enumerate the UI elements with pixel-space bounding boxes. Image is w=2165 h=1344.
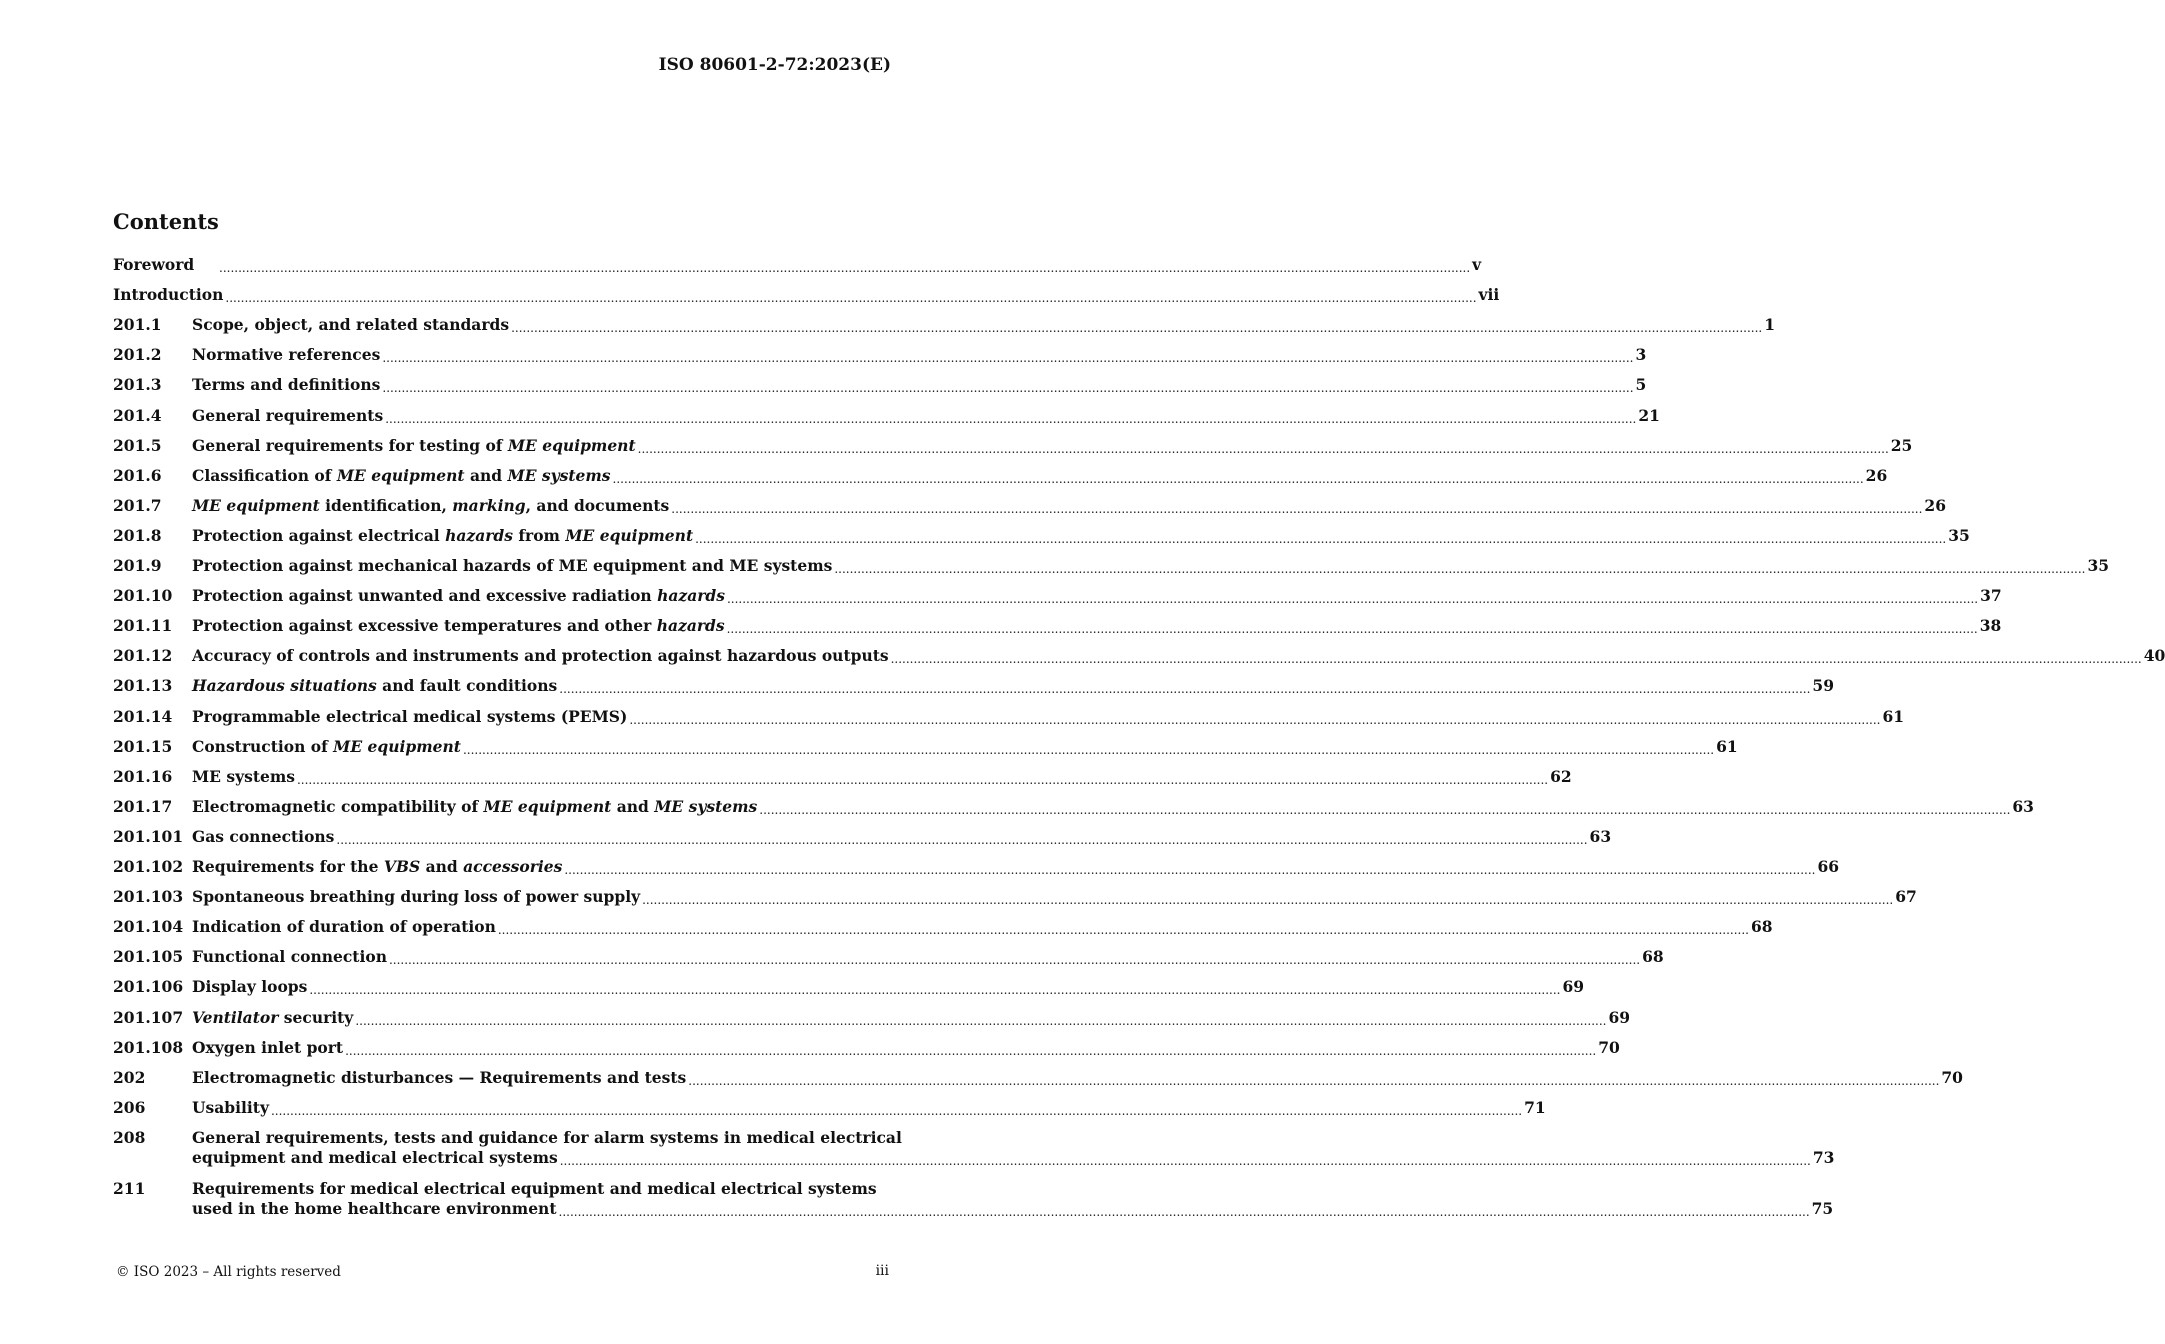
dot-leader	[225, 291, 1476, 305]
defined-term: ME equipment	[565, 525, 694, 545]
toc-entry-page: 25	[1890, 435, 1913, 455]
defined-term: hazards	[656, 616, 725, 636]
toc-entry-page: 71	[1524, 1097, 1546, 1117]
defined-term: ME equipment	[507, 435, 636, 455]
dot-leader	[355, 1014, 1606, 1028]
title-text: Usability	[192, 1097, 269, 1117]
dot-leader	[219, 261, 1470, 275]
dot-leader	[642, 893, 1893, 907]
toc-entry-page: 75	[1811, 1199, 1834, 1218]
toc-entry-number: 201.8	[113, 525, 162, 545]
title-text: General requirements for testing of	[192, 435, 508, 455]
toc-entry-page: 68	[1751, 917, 1773, 937]
toc-entry-number: 211	[113, 1179, 146, 1198]
toc-entry[interactable]	[113, 405, 1660, 426]
dot-leader	[671, 502, 1922, 516]
toc-entry-page: 68	[1642, 947, 1664, 967]
title-text: and	[464, 465, 508, 485]
dot-leader	[891, 652, 2142, 666]
defined-term: ME equipment	[336, 465, 465, 485]
title-text: Protection against unwanted and excessive radiation	[192, 586, 658, 606]
toc-entry[interactable]	[113, 1037, 1620, 1058]
toc-entry-number: 201.101	[113, 826, 184, 846]
toc-entry[interactable]	[113, 977, 1585, 997]
title-text: Accuracy of controls and instruments and protection against hazardous outputs	[192, 646, 889, 666]
toc-entry-title	[192, 526, 693, 546]
dot-leader	[498, 923, 1749, 937]
toc-entry-number: 201.4	[113, 405, 162, 425]
dot-leader	[511, 321, 1762, 335]
toc-entry-title	[192, 857, 562, 877]
title-text: equipment and medical electrical systems	[192, 1147, 558, 1167]
toc-entry-number: 201.13	[113, 676, 173, 696]
toc-entry-title	[192, 1038, 343, 1058]
dot-leader	[382, 381, 1633, 395]
toc-entry[interactable]	[113, 917, 1773, 937]
title-text: security	[278, 1007, 354, 1027]
toc-entry-title	[192, 797, 757, 817]
dot-leader	[271, 1104, 1522, 1118]
toc-entry-page: 3	[1635, 345, 1647, 365]
dot-leader	[297, 773, 1548, 787]
toc-entry-number: 201.12	[113, 646, 173, 666]
defined-term: ME equipment	[333, 736, 461, 756]
dot-leader	[345, 1044, 1596, 1058]
toc-entry-title	[192, 556, 832, 576]
defined-term: hazards	[657, 586, 725, 606]
toc-entry[interactable]	[113, 345, 1647, 365]
title-text: Indication of duration of operation	[192, 917, 496, 937]
toc-entry[interactable]	[113, 465, 1888, 486]
title-text: and fault conditions	[376, 676, 558, 696]
defined-term: Hazardous situations	[192, 676, 377, 696]
toc-entry-page: 69	[1608, 1007, 1631, 1027]
toc-entry[interactable]	[113, 1127, 1835, 1168]
defined-term: ME systems	[507, 465, 611, 485]
dot-leader	[559, 1205, 1810, 1219]
defined-term: VBS	[383, 857, 421, 876]
toc-entry[interactable]	[113, 1097, 1546, 1118]
dot-leader	[695, 532, 1946, 546]
toc-entry-page: 61	[1716, 736, 1738, 756]
dot-leader	[560, 1154, 1811, 1168]
dot-leader	[613, 472, 1864, 486]
title-text: Oxygen inlet port	[192, 1037, 344, 1057]
toc-entry-page: 1	[1764, 315, 1776, 335]
title-text: identification,	[319, 495, 453, 515]
defined-term: accessories	[463, 857, 563, 876]
toc-entry-title	[192, 406, 383, 426]
toc-entry-number: 201.2	[113, 345, 162, 365]
toc-entry-page: 38	[1979, 616, 2002, 636]
toc-entry-page: 37	[1980, 586, 2002, 606]
defined-term: Ventilator	[192, 1007, 279, 1027]
toc-entry-number: 201.102	[113, 857, 184, 876]
toc-entry-number: 201.6	[113, 465, 162, 485]
defined-term: ME equipment	[483, 796, 612, 816]
toc-entry-number: 201.105	[113, 947, 184, 967]
toc-entry-page: 26	[1924, 495, 1946, 515]
title-text: Normative references	[192, 345, 381, 365]
toc-entry-number: 201.106	[113, 977, 184, 997]
toc-entry-title	[192, 737, 461, 757]
toc-entry-title	[192, 887, 640, 907]
dot-leader	[688, 1074, 1939, 1088]
title-text: Functional connection	[192, 947, 387, 967]
toc-entry-title	[192, 917, 496, 937]
defined-term: ME equipment	[192, 495, 320, 515]
toc-entry-number: 202	[113, 1067, 146, 1087]
dot-leader	[336, 833, 1587, 847]
toc-entry-title	[192, 977, 307, 997]
toc-entry-number: 201.5	[113, 435, 162, 455]
toc-entry-number: 201.17	[113, 796, 173, 816]
toc-entry[interactable]	[113, 1007, 1631, 1028]
toc-entry-page: vii	[1478, 285, 1500, 305]
toc-entry-title	[192, 767, 295, 787]
toc-entry-number: 201.108	[113, 1037, 184, 1057]
toc-entry-page: 70	[1941, 1067, 1963, 1087]
toc-entry[interactable]	[113, 1179, 1834, 1219]
toc-entry-number: 201.10	[113, 586, 173, 606]
toc-entry-title	[192, 345, 380, 365]
toc-entry-number: 201.1	[113, 315, 162, 335]
toc-entry-page: 73	[1812, 1147, 1835, 1167]
toc-entry-title	[192, 676, 557, 696]
toc-entry-page: 61	[1882, 706, 1905, 726]
title-text: Construction of	[192, 736, 334, 756]
toc-entry-number: 201.103	[113, 887, 184, 907]
toc-entry[interactable]	[113, 857, 1840, 877]
toc-entry[interactable]	[113, 495, 1946, 516]
toc-entry-title	[192, 1199, 557, 1219]
toc-entry-number: 206	[113, 1097, 146, 1117]
toc-entry-number: 201.104	[113, 917, 184, 937]
toc-entry-page: 21	[1638, 405, 1660, 425]
toc-entry-number: 201.14	[113, 706, 173, 726]
toc-entry[interactable]	[113, 616, 2002, 636]
title-text: Scope, object, and related standards	[192, 315, 510, 335]
title-text: Spontaneous breathing during loss of power supply	[192, 887, 641, 907]
toc-entry-number: 201.15	[113, 736, 173, 756]
copyright-notice: © ISO 2023 – All rights reserved	[116, 1264, 341, 1280]
toc-entry-number: Introduction	[113, 285, 224, 305]
contents-heading: Contents	[113, 209, 219, 234]
defined-term: ME systems	[654, 796, 758, 816]
toc-entry-number: 201.3	[113, 375, 162, 395]
toc-entry[interactable]	[113, 826, 1612, 847]
toc-entry-page: 26	[1865, 465, 1888, 485]
title-text: Classification of	[192, 465, 337, 485]
dot-leader	[759, 803, 2010, 817]
toc-entry-page: 59	[1812, 676, 1834, 696]
toc-entry-page: 66	[1817, 857, 1840, 876]
toc-entry-page: 35	[2087, 556, 2110, 575]
dot-leader	[463, 743, 1714, 757]
toc-entry-number: 201.9	[113, 556, 162, 575]
dot-leader	[385, 412, 1636, 426]
toc-entry[interactable]	[113, 706, 1905, 727]
toc-entry-number: Foreword	[113, 255, 195, 274]
toc-entry-page: 67	[1895, 887, 1917, 907]
toc-entry-title	[192, 315, 509, 335]
toc-entry-title	[192, 1068, 686, 1088]
toc-entry-title	[192, 947, 387, 967]
page-number: iii	[875, 1263, 889, 1279]
toc-entry[interactable]	[113, 285, 1500, 305]
toc-entry-title	[192, 466, 611, 486]
toc-entry-page: 62	[1550, 766, 1572, 786]
toc-entry-number: 208	[113, 1127, 146, 1147]
toc-entry-title	[192, 375, 380, 395]
title-text: Electromagnetic disturbances — Requirements and tests	[192, 1067, 687, 1087]
defined-term: marking	[452, 495, 526, 515]
title-text: , and documents	[525, 495, 670, 515]
toc-entry[interactable]	[113, 525, 1970, 546]
toc-entry-title	[192, 827, 334, 847]
title-text: Protection against excessive temperatures and other	[192, 616, 657, 636]
toc-entry-page: 40	[2143, 646, 2165, 666]
toc-entry[interactable]	[113, 315, 1776, 335]
title-text: Display loops	[192, 977, 308, 997]
toc-entry-page: 69	[1562, 977, 1585, 997]
toc-entry[interactable]	[113, 255, 1482, 275]
toc-entry-title	[192, 496, 669, 516]
toc-entry[interactable]	[113, 646, 2165, 666]
dot-leader	[389, 953, 1640, 967]
toc-entry-page: 63	[1589, 826, 1612, 846]
title-text: from	[512, 525, 566, 545]
title-text: used in the home healthcare environment	[192, 1199, 557, 1218]
toc-entry-title	[192, 1098, 269, 1118]
toc-entry-title-line: Requirements for medical electrical equipment and medical electrical systems	[192, 1179, 877, 1198]
toc-entry-title	[192, 436, 636, 456]
toc-entry[interactable]	[113, 1067, 1963, 1088]
toc-entry[interactable]	[113, 375, 1647, 395]
toc-entry-number: 201.11	[113, 616, 173, 636]
toc-entry-number: 201.107	[113, 1007, 184, 1027]
toc-entry[interactable]	[113, 796, 2034, 817]
toc-entry[interactable]	[113, 556, 2110, 576]
title-text: Terms and definitions	[192, 375, 381, 395]
toc-entry[interactable]	[113, 947, 1664, 967]
toc-entry[interactable]	[113, 435, 1913, 456]
toc-entry[interactable]	[113, 676, 1834, 696]
dot-leader	[638, 442, 1889, 456]
title-text: Protection against electrical	[192, 525, 446, 545]
dot-leader	[834, 562, 2085, 576]
toc-entry[interactable]	[113, 586, 2002, 606]
toc-entry-title	[192, 616, 725, 636]
toc-entry-title	[192, 586, 725, 606]
toc-entry-title	[192, 1148, 558, 1168]
toc-entry-page: 63	[2012, 796, 2034, 816]
dot-leader	[559, 682, 1810, 696]
toc-entry[interactable]	[113, 887, 1917, 907]
title-text: Electromagnetic compatibility of	[192, 796, 484, 816]
toc-entry-title	[192, 1008, 353, 1028]
toc-entry-title	[192, 707, 627, 727]
dot-leader	[727, 592, 1978, 606]
title-text: Requirements for the	[192, 857, 384, 876]
defined-term: hazards	[445, 525, 513, 545]
toc-entry[interactable]	[113, 766, 1572, 787]
toc-entry-title	[192, 646, 889, 666]
toc-entry-page: v	[1472, 255, 1482, 274]
toc-entry-number: 201.7	[113, 495, 162, 515]
dot-leader	[382, 351, 1633, 365]
title-text: ME systems	[192, 766, 295, 786]
toc-entry[interactable]	[113, 736, 1738, 757]
dot-leader	[309, 983, 1560, 997]
toc-entry-title-line: General requirements, tests and guidance for alarm systems in medical electrical	[192, 1127, 902, 1147]
title-text: and	[611, 796, 655, 816]
document-id: ISO 80601-2-72:2023(E)	[658, 55, 891, 75]
title-text: Gas connections	[192, 826, 335, 846]
toc-entry-page: 35	[1948, 525, 1970, 545]
title-text: and	[420, 857, 464, 876]
title-text: Programmable electrical medical systems (PEMS)	[192, 706, 628, 726]
dot-leader	[727, 622, 1978, 636]
dot-leader	[564, 863, 1815, 877]
toc-entry-page: 5	[1635, 375, 1647, 395]
toc-entry-page: 70	[1598, 1037, 1620, 1057]
dot-leader	[629, 713, 1880, 727]
toc-entry-number: 201.16	[113, 766, 173, 786]
title-text: General requirements	[192, 405, 384, 425]
title-text: Protection against mechanical hazards of ME equipment and ME systems	[192, 556, 833, 575]
